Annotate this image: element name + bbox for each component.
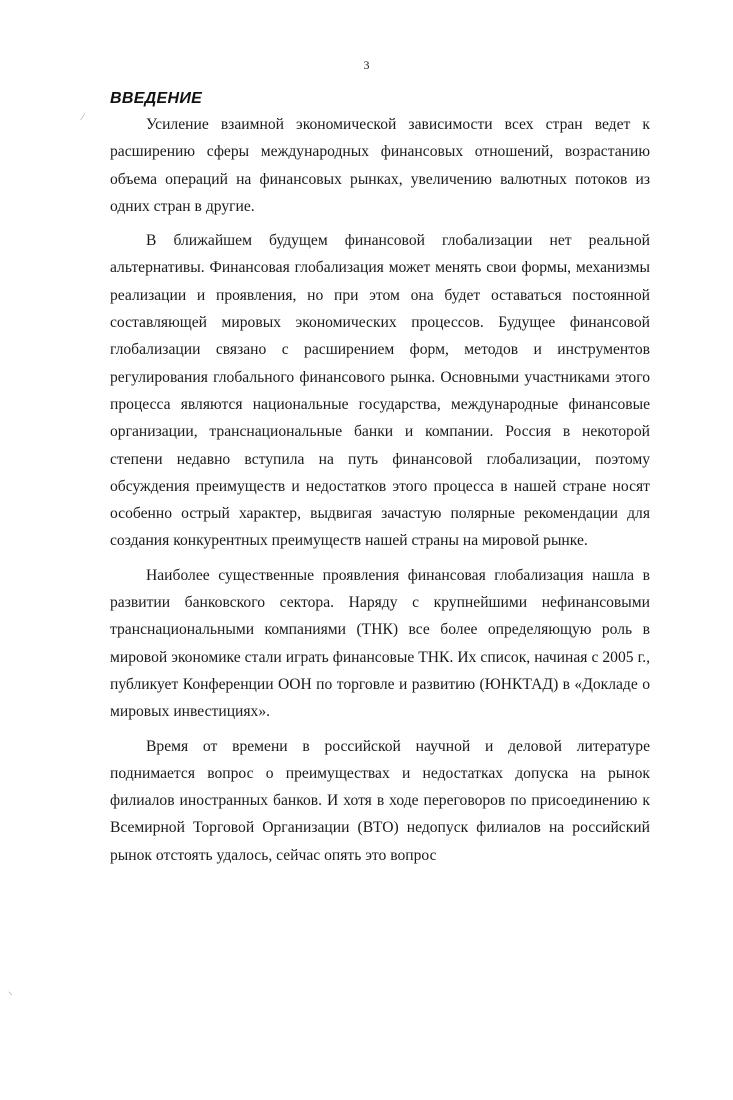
paragraph-2: В ближайшем будущем финансовой глобализации нет реальной альтернативы. Финансовая глобализация может менять свои формы, механизмы реализации и проявления, но при этом она будет оставаться постоянной составляющей мировых экономических процессов. Будущее финансовой глобализации связано с расширением форм, методов и инструментов регулирования глобального финансового рынка. Основными участниками этого процесса являются национальные государства, международные финансовые организации, транснациональные банки и компании. Россия в некоторой степени недавно вступила на путь финансовой глобализации, поэтому обсуждения преимуществ и недостатков этого процесса в нашей стране носят особенно острый характер, выдвигая зачастую полярные рекомендации для создания конкурентных преимуществ нашей страны на мировой рынке. [110, 232, 650, 550]
margin-mark-top: ⁄ [82, 112, 84, 122]
body-text [110, 111, 650, 876]
paragraph-3: Наиболее существенные проявления финансовая глобализация нашла в развитии банковского сектора. Наряду с крупнейшими нефинансовыми транснациональными компаниями (ТНК) все более определяющую роль в мировой экономике стали играть финансовые ТНК. Их список, начиная с 2005 г., публикует Конференции ООН по торговле и развитию (ЮНКТАД) в «Докладе о мировых инвестициях». [110, 566, 650, 721]
margin-mark-bottom: ⸌ [8, 990, 13, 1000]
page-title: ВВЕДЕНИЕ [110, 90, 203, 107]
page-number: 3 [363, 58, 370, 72]
paragraph-1: Усиление взаимной экономической зависимости всех стран ведет к расширению сферы международных финансовых отношений, возрастанию объема операций на финансовых рынках, увеличению валютных потоков из одних стран в другие. [110, 116, 650, 215]
paragraph-4: Время от времени в российской научной и деловой литературе поднимается вопрос о преимуществах и недостатках допуска на рынок филиалов иностранных банков. И хотя в ходе переговоров по присоединению к Всемирной Торговой Организации (ВТО) недопуск филиалов на российский рынок отстоять удалось, сейчас опять это вопрос [110, 737, 650, 864]
